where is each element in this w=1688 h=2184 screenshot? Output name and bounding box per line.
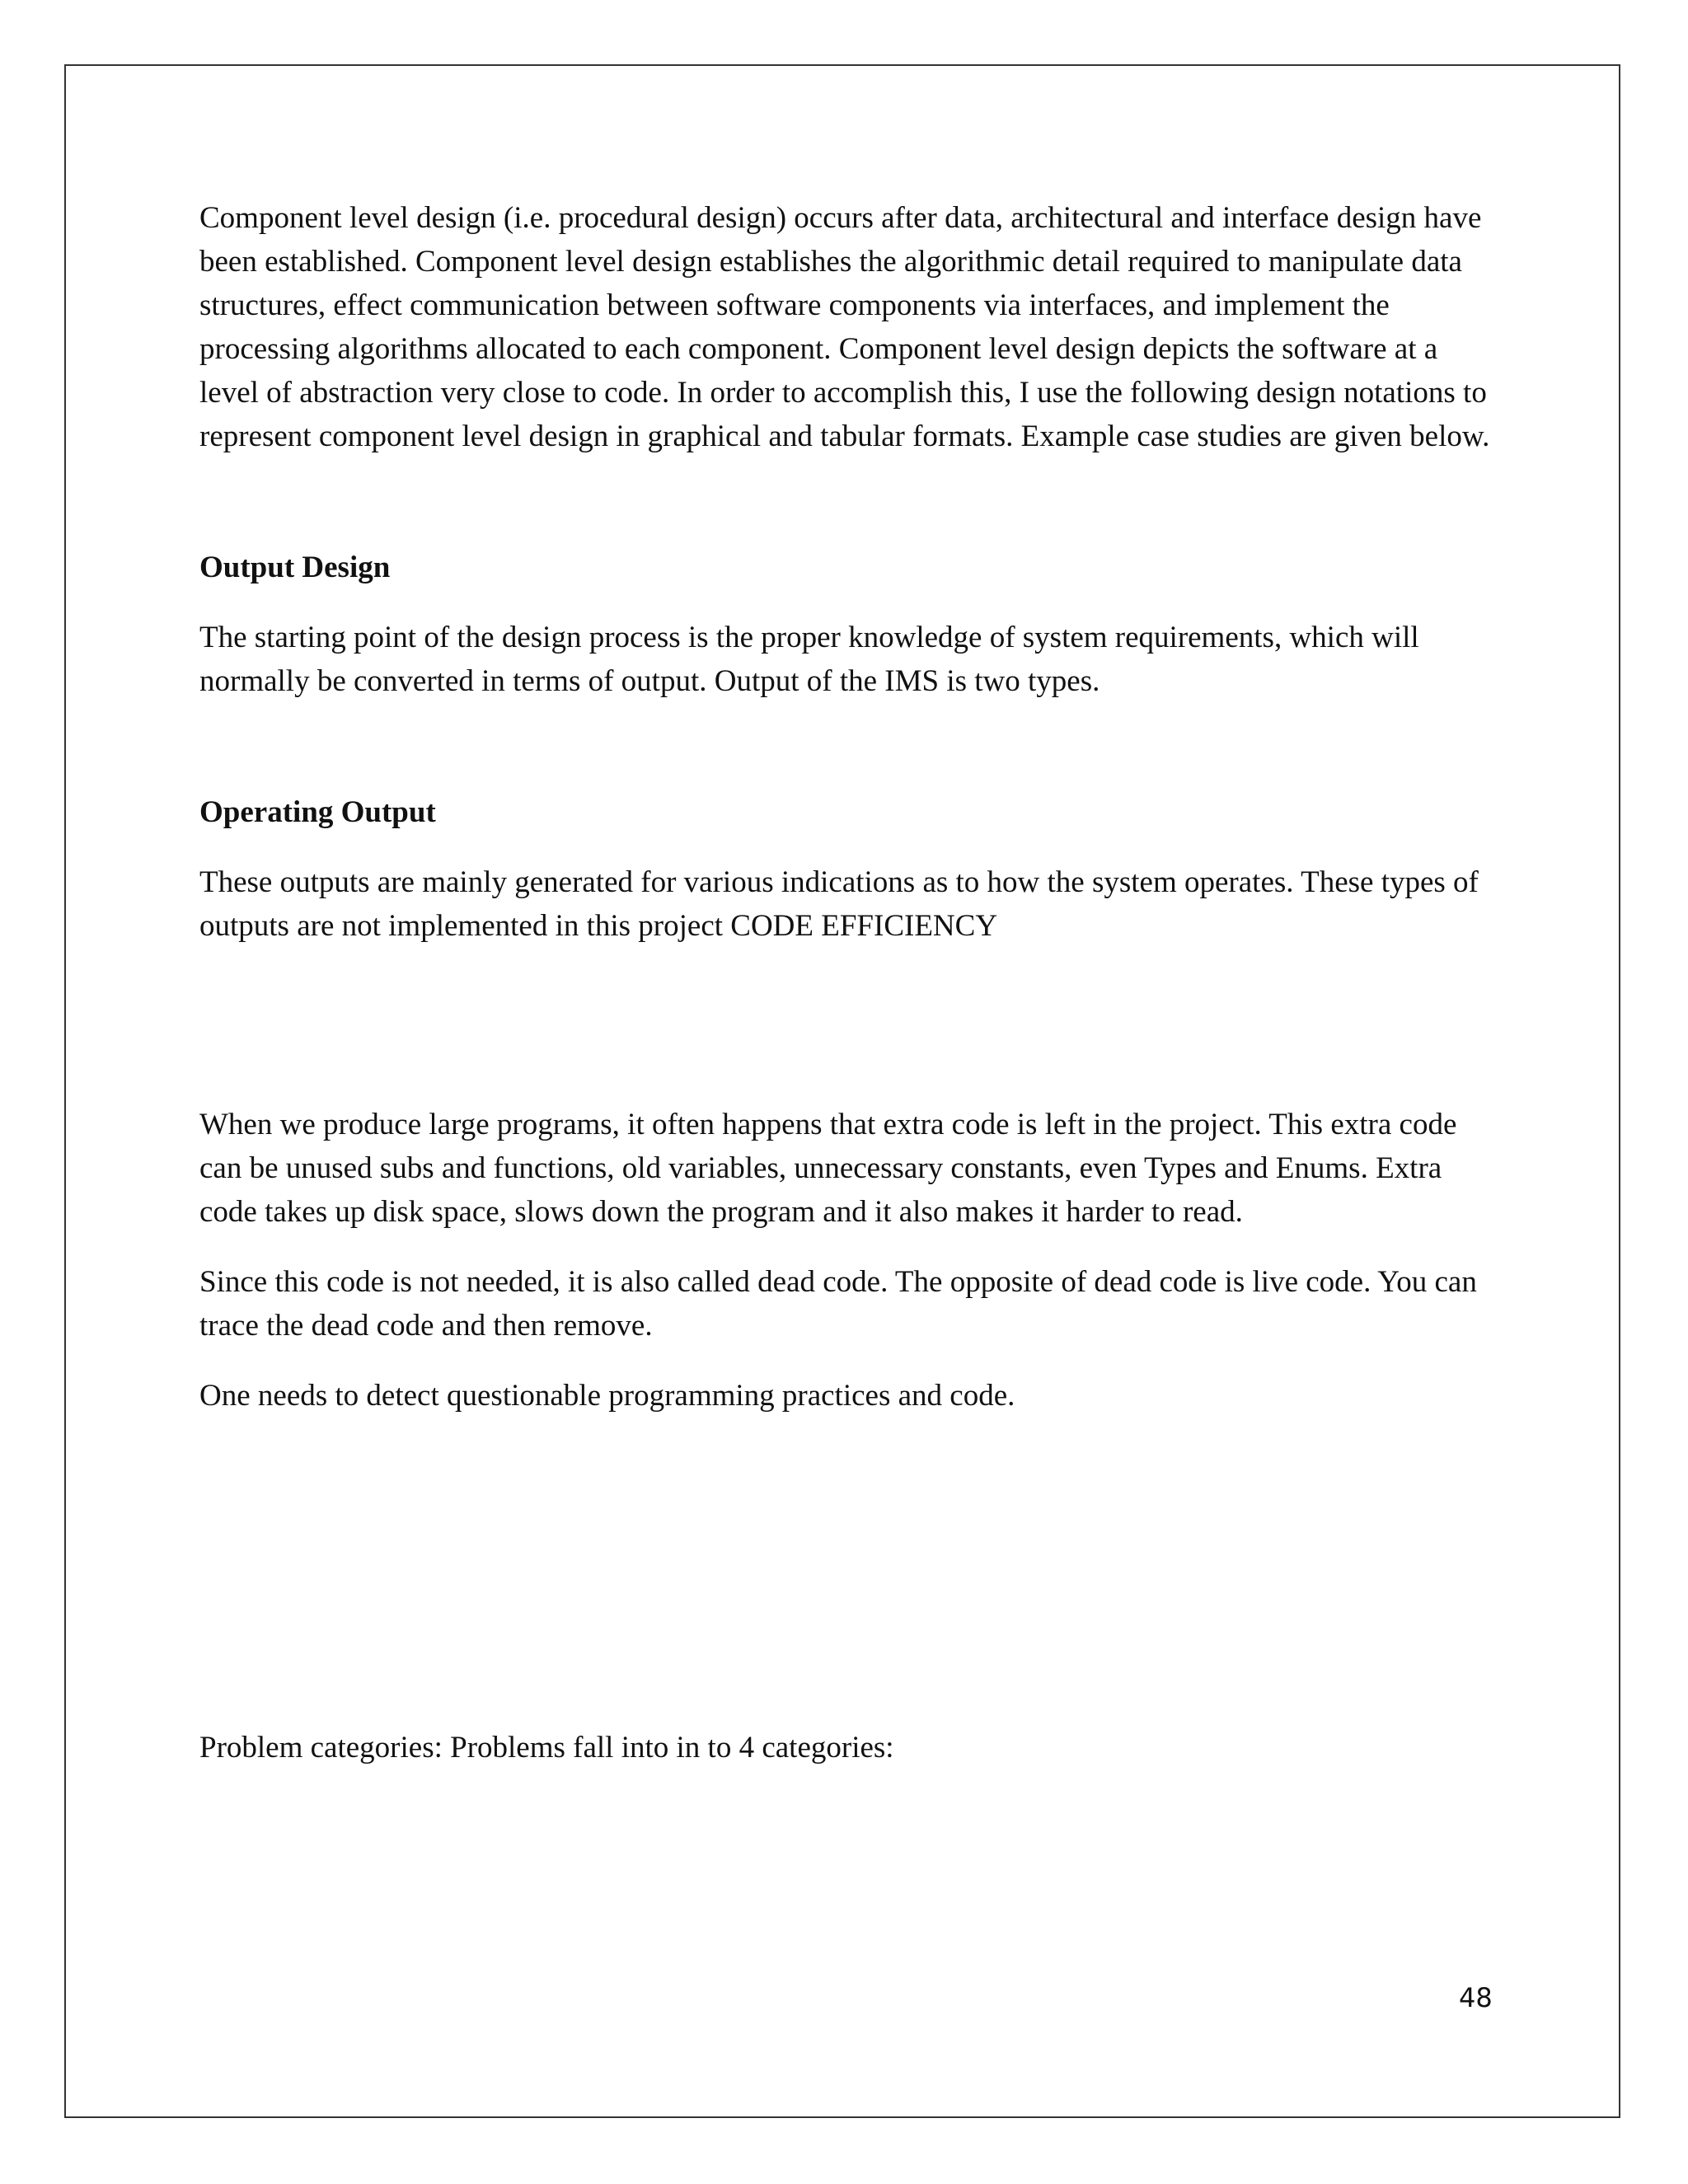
problem-categories-paragraph: Problem categories: Problems fall into in to 4 categories:: [199, 1731, 894, 1765]
page-content: [199, 196, 1493, 1769]
output-design-heading: Output Design: [199, 551, 391, 584]
page-number: 48: [1459, 1982, 1493, 2013]
output-design-paragraph: The starting point of the design process is the proper knowledge of system requirements, which will normally be converted in terms of output. Output of the IMS is two types.: [199, 621, 1419, 698]
operating-output-paragraph: These outputs are mainly generated for various indications as to how the system operates. These types of outputs are not implemented in this project CODE EFFICIENCY: [199, 865, 1479, 943]
dead-code-paragraph: Since this code is not needed, it is also called dead code. The opposite of dead code is live code. You can trace the dead code and then remove.: [199, 1265, 1477, 1343]
detect-paragraph: One needs to detect questionable programming practices and code.: [199, 1379, 1015, 1413]
large-programs-paragraph: When we produce large programs, it often happens that extra code is left in the project. This extra code can be unused subs and functions, old variables, unnecessary constants, even Types and Enums. Extra code takes up disk space, slows down the program and it also makes it harder to read.: [199, 1108, 1457, 1229]
operating-output-heading: Operating Output: [199, 795, 436, 829]
intro-paragraph: Component level design (i.e. procedural design) occurs after data, architectural and interface design have been established. Component level design establishes the algorithmic detail required to manipulate data structures, effect communication between software components via interfaces, and implement the processing algorithms allocated to each component. Component level design depicts the software at a level of abstraction very close to code. In order to accomplish this, I use the following design notations to represent component level design in graphical and tabular formats. Example case studies are given below.: [199, 201, 1490, 453]
